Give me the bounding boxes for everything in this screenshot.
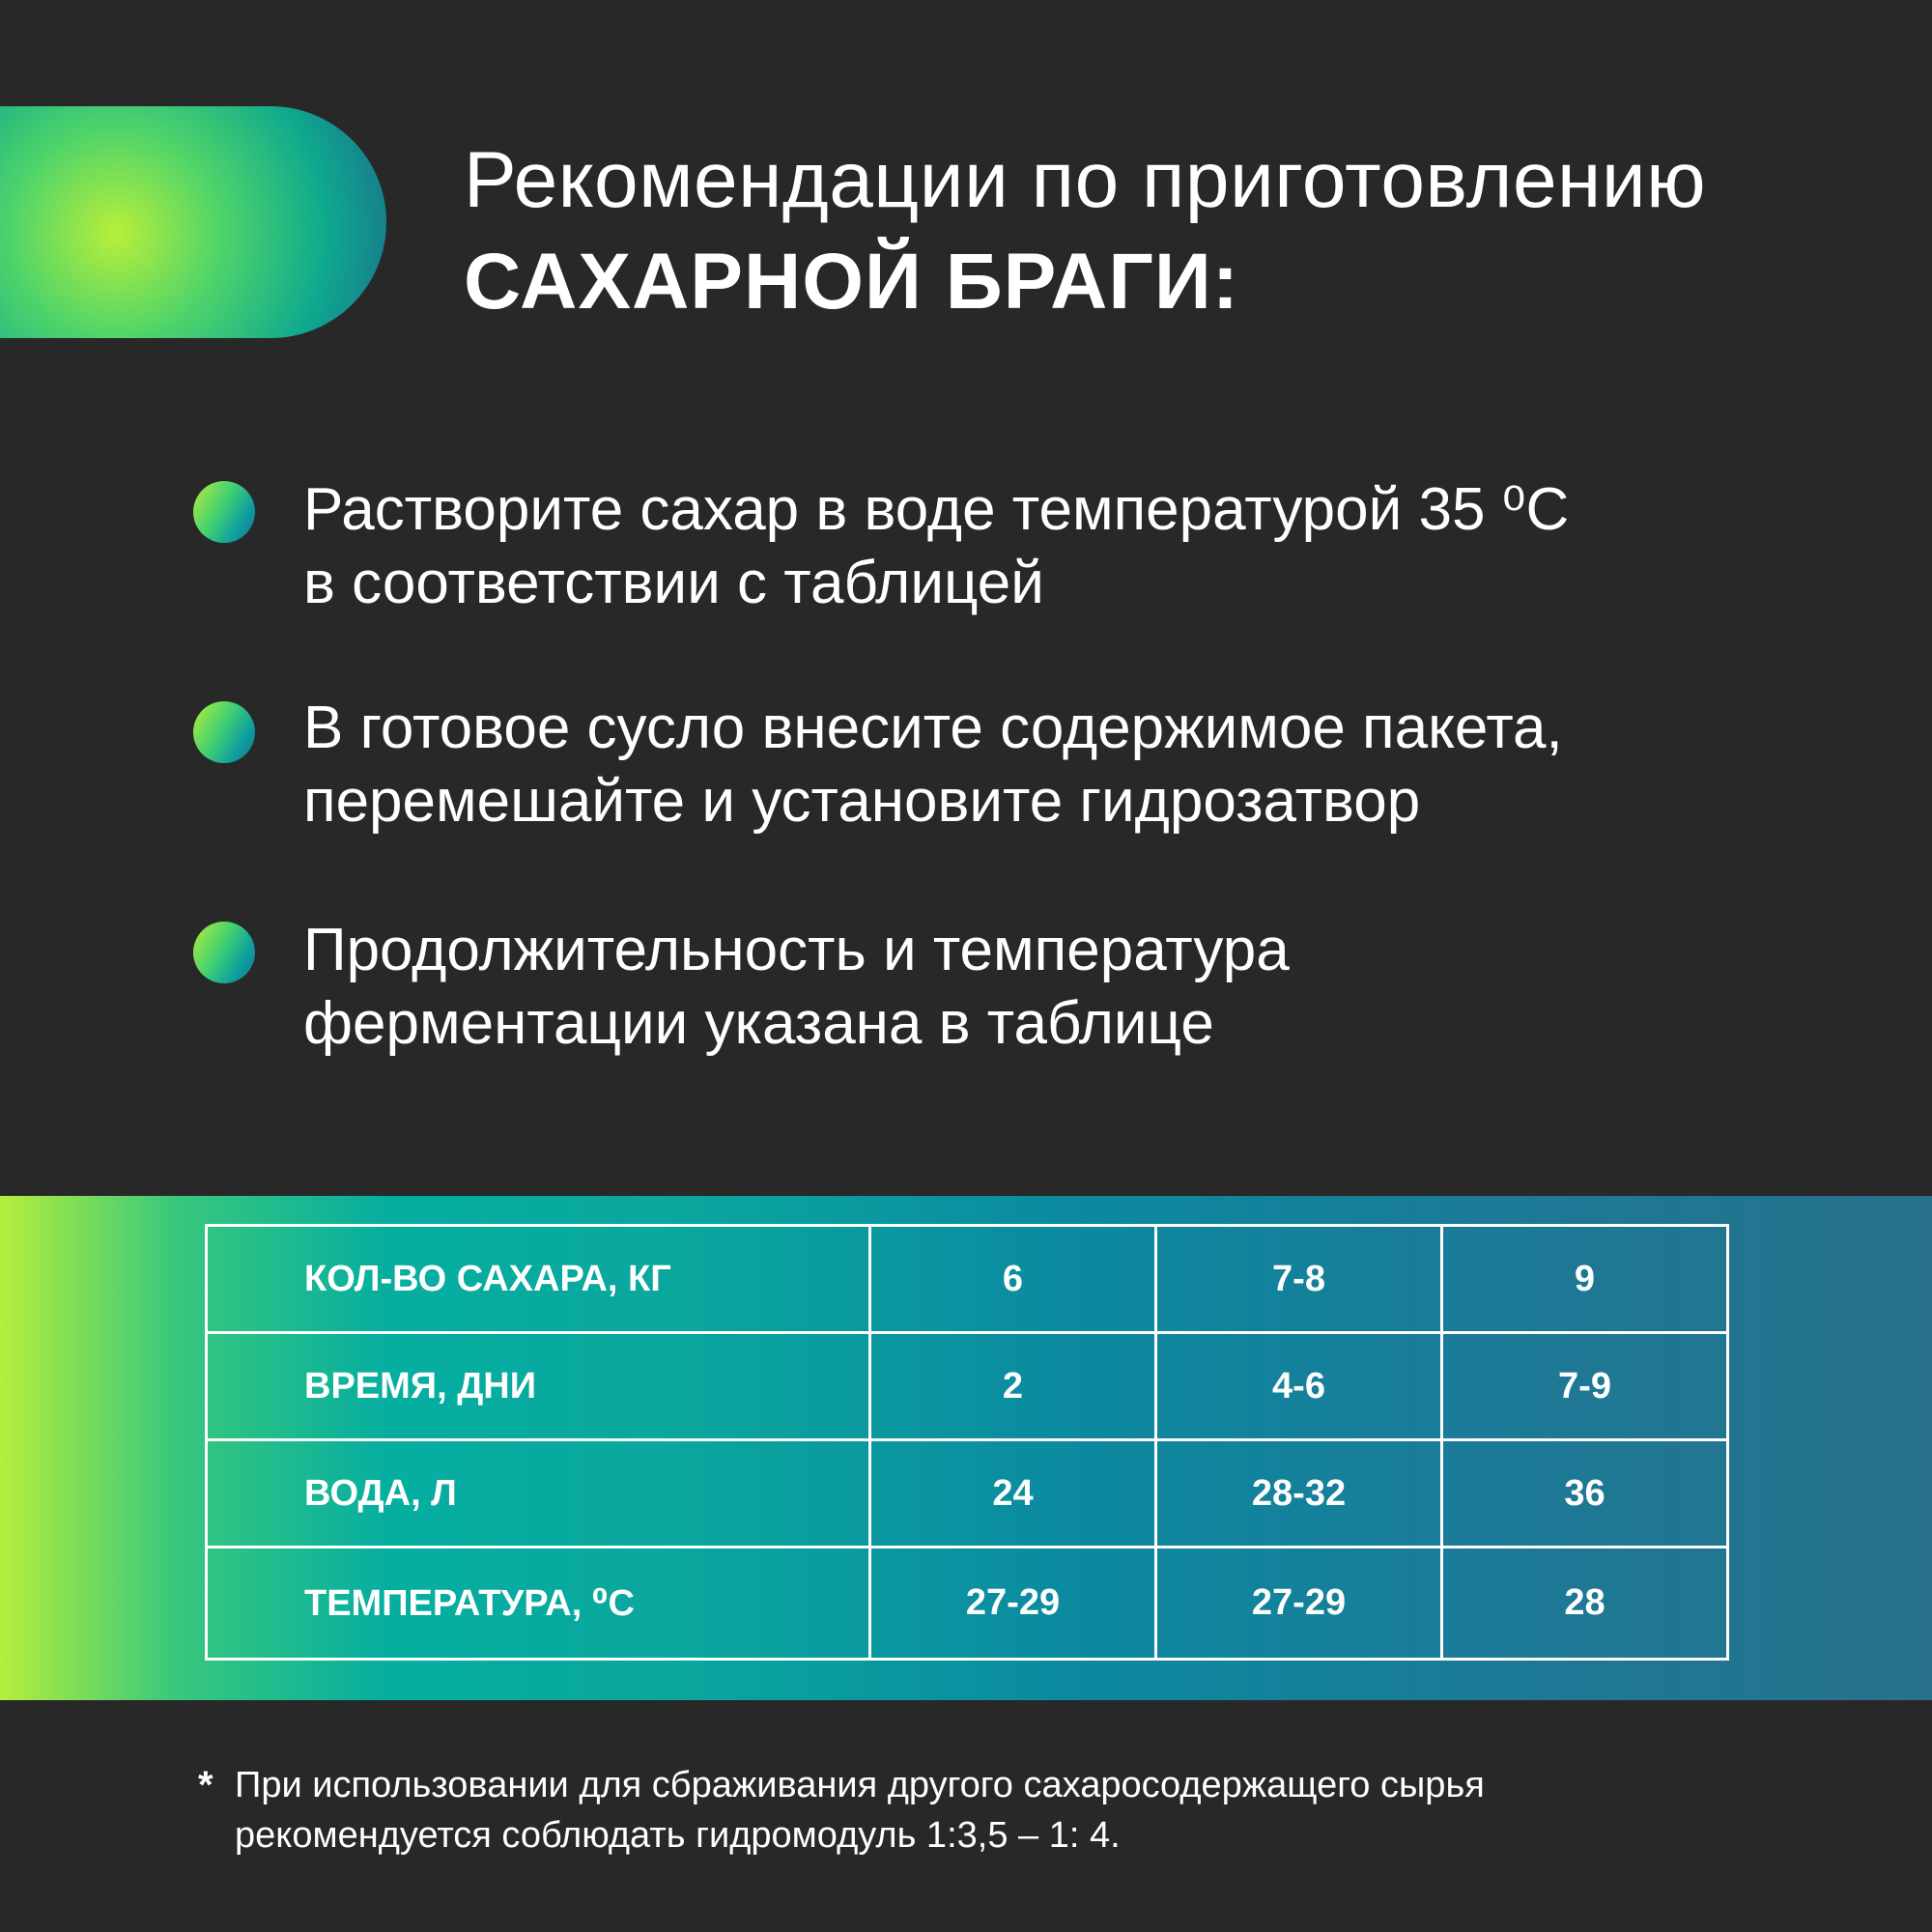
instruction-line: в соответствии с таблицей [303,550,1044,616]
instruction-line: Растворите сахар в воде температурой 35 ⁰С [303,476,1570,543]
table-cell: 2 [870,1333,1156,1440]
footnote-line: рекомендуется соблюдать гидромодуль 1:3,5 – 1: 4. [235,1815,1121,1856]
table-cell: 27-29 [870,1548,1156,1660]
instruction-text [303,473,1569,620]
row-label: ВРЕМЯ, ДНИ [207,1333,870,1440]
gradient-pill-decoration [0,106,386,338]
table-cell: 24 [870,1440,1156,1548]
table-row [207,1440,1728,1548]
instruction-line: ферментации указана в таблице [303,990,1214,1057]
table-cell: 6 [870,1226,1156,1333]
table-cell: 36 [1442,1440,1728,1548]
table-cell: 28-32 [1156,1440,1442,1548]
page-title-line1: Рекомендации по приготовлению [464,136,1707,224]
asterisk-icon: * [198,1764,213,1806]
bullet-dot-icon [193,481,255,543]
table-cell: 7-9 [1442,1333,1728,1440]
table-cell: 7-8 [1156,1226,1442,1333]
table-row [207,1548,1728,1660]
footnote-text [235,1760,1485,1861]
table-row [207,1226,1728,1333]
table-row [207,1333,1728,1440]
instruction-text [303,692,1563,838]
instruction-line: Продолжительность и температура [303,917,1290,983]
bullet-dot-icon [193,922,255,983]
fermentation-table [205,1224,1729,1661]
row-label: ВОДА, Л [207,1440,870,1548]
bullet-dot-icon [193,701,255,763]
footnote-line: При использовании для сбраживания другого сахаросодержащего сырья [235,1765,1485,1805]
table-cell: 4-6 [1156,1333,1442,1440]
page-title-line2: САХАРНОЙ БРАГИ: [464,238,1240,326]
table-cell: 28 [1442,1548,1728,1660]
table-cell: 9 [1442,1226,1728,1333]
table-cell: 27-29 [1156,1548,1442,1660]
row-label: КОЛ-ВО САХАРА, КГ [207,1226,870,1333]
row-label: ТЕМПЕРАТУРА, ⁰С [207,1548,870,1660]
instruction-line: перемешайте и установите гидрозатвор [303,768,1421,835]
instruction-line: В готовое сусло внесите содержимое пакета, [303,695,1563,761]
instruction-text [303,914,1290,1061]
